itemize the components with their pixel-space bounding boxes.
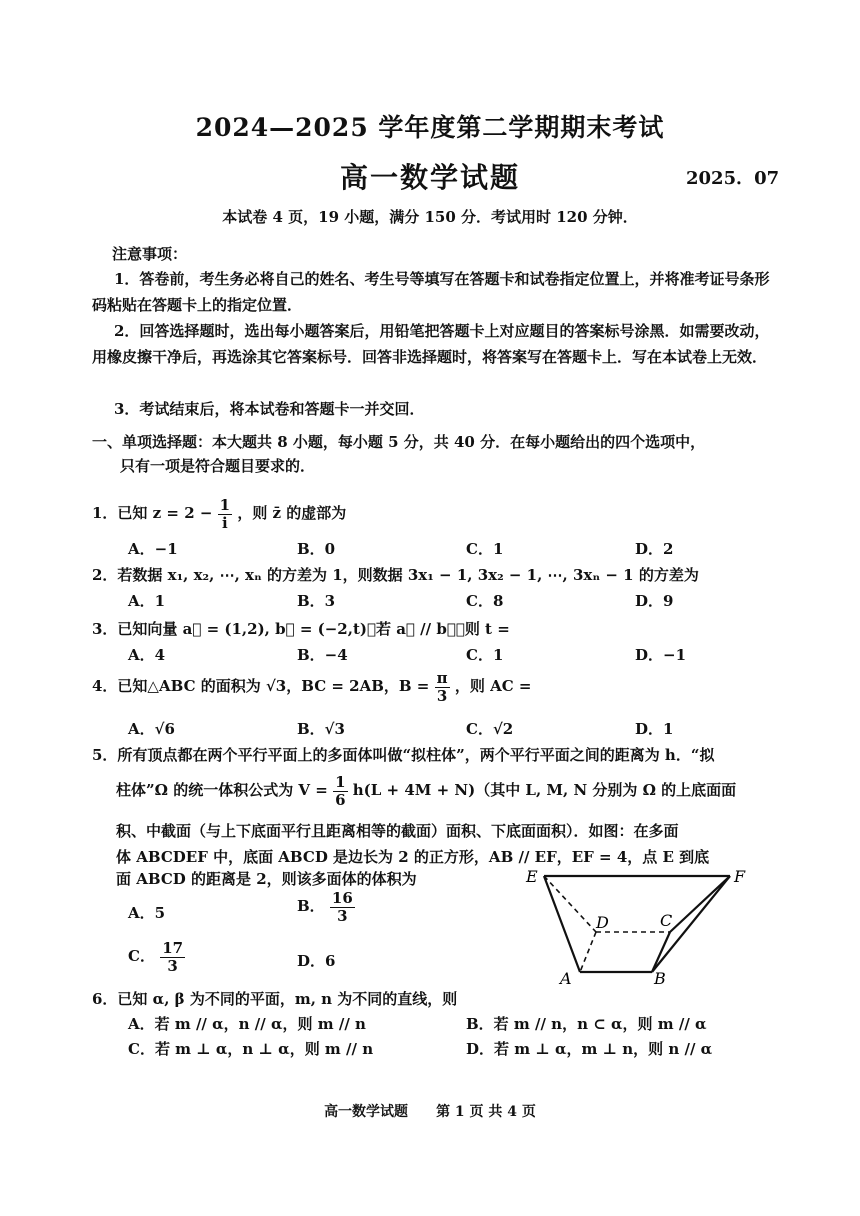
edge-ed (544, 876, 596, 932)
q4-option-b: B．√3 (297, 720, 345, 738)
vertex-label-c: C (660, 911, 673, 930)
exam-title: 2024—2025 学年度第二学期期末考试 (195, 113, 665, 142)
question-5-line3: 积、中截面（与上下底面平行且距离相等的截面）面积、下底面面积）．如图：在多面 (116, 822, 679, 840)
question-5-den: 6 (335, 790, 346, 809)
edge-cf (670, 876, 730, 932)
q2-option-d: D．9 (635, 592, 674, 610)
q3-option-c: C．1 (466, 646, 504, 664)
question-1-num: 1 (219, 496, 231, 514)
q5-option-c-fraction (160, 940, 185, 974)
question-4-den: 3 (436, 686, 448, 705)
q3-option-a: A．4 (128, 646, 166, 664)
q5-option-b-num: 16 (331, 889, 353, 907)
vertex-label-d: D (596, 913, 609, 932)
exam-date: 2025．07 (686, 168, 780, 189)
question-5-line1: 5．所有顶点都在两个平行平面上的多面体叫做“拟柱体”，两个平行平面之间的距离为 h．“拟 (92, 746, 715, 764)
question-4-num: π (436, 669, 448, 687)
section-heading (92, 430, 772, 478)
exam-subtitle: 高一数学试题 (339, 161, 520, 194)
q5-option-b-label: B． (297, 897, 325, 915)
q5-option-c-den: 3 (167, 956, 178, 975)
q5-option-a: A．5 (128, 904, 166, 922)
vertex-label-f: F (734, 867, 746, 886)
exam-info: 本试卷 4 页，19 小题，满分 150 分．考试用时 120 分钟． (222, 208, 638, 226)
footer-title: 高一数学试题 (324, 1104, 409, 1120)
question-1-den: i (222, 513, 228, 532)
q5-option-b-fraction (330, 890, 355, 924)
q4-option-a: A．√6 (128, 720, 175, 738)
question-4-fraction (435, 670, 450, 704)
q2-option-b: B．3 (297, 592, 336, 610)
q6-option-a: A．若 m // α，n // α，则 m // n (128, 1015, 366, 1033)
vertex-label-e: E (526, 867, 538, 886)
q4-option-d: D．1 (635, 720, 674, 738)
question-1-post: ，则 z̄ 的虚部为 (237, 504, 347, 522)
question-5-line2-post: h(L + 4M + N)（其中 L, M, N 分别为 Ω 的上底面面 (352, 781, 737, 799)
q5-option-c-num: 17 (162, 939, 184, 957)
question-4-stem (92, 670, 531, 704)
q6-option-b: B．若 m // n，n ⊂ α，则 m // α (466, 1015, 707, 1033)
question-1-pre: 1．已知 z = 2 − (92, 504, 213, 522)
vertex-label-a: A (560, 969, 572, 986)
q5-option-d: D．6 (297, 952, 336, 970)
question-4-post: ，则 AC = (454, 677, 532, 695)
note-item-2: 2．回答选择题时，选出每小题答案后，用铅笔把答题卡上对应题目的答案标号涂黑．如需要改动，用橡皮擦干净后，再选涂其它答案标号．回答非选择题时，将答案写在答题卡上．写在本试卷上无效． (92, 322, 770, 366)
question-5-line2-pre: 柱体”Ω 的统一体积公式为 V = (116, 781, 328, 799)
question-5-num: 1 (335, 773, 346, 791)
q4-option-c: C．√2 (466, 720, 514, 738)
q2-option-c: C．8 (466, 592, 504, 610)
question-5-line5: 面 ABCD 的距离是 2，则该多面体的体积为 (116, 870, 417, 888)
page-footer (0, 1101, 860, 1121)
polyhedron-figure (520, 862, 760, 986)
question-5-line4: 体 ABCDEF 中，底面 ABCD 是边长为 2 的正方形，AB // EF，EF = 4，点 E 到底 (116, 848, 710, 866)
question-5-line2 (116, 774, 736, 808)
q3-option-b: B．−4 (297, 646, 348, 664)
q5-option-c (128, 940, 185, 974)
vertex-label-b: B (654, 969, 666, 986)
q3-option-d: D．−1 (635, 646, 687, 664)
edge-da (580, 932, 596, 972)
q5-option-b-den: 3 (337, 906, 348, 925)
note-item-3: 3．考试结束后，将本试卷和答题卡一并交回． (114, 400, 425, 418)
question-1-fraction (218, 497, 232, 531)
footer-page-number: 第 1 页 共 4 页 (436, 1104, 536, 1120)
q5-option-c-label: C． (128, 947, 155, 965)
question-2-stem: 2．若数据 x₁, x₂, ⋯, xₙ 的方差为 1，则数据 3x₁ − 1, 3x₂ − 1, ⋯, 3xₙ − 1 的方差为 (92, 566, 699, 584)
question-6-stem: 6．已知 α, β 为不同的平面，m, n 为不同的直线，则 (92, 990, 458, 1008)
edge-ea (544, 876, 580, 972)
question-3-stem: 3．已知向量 a⃗ = (1,2), b⃗ = (−2,t)，若 a⃗ // b⃗，则 t = (92, 620, 510, 638)
question-4-pre: 4．已知△ABC 的面积为 √3，BC = 2AB，B = (92, 677, 430, 695)
q1-option-b: B．0 (297, 540, 336, 558)
q6-option-d: D．若 m ⊥ α，m ⊥ n，则 n // α (466, 1040, 713, 1058)
q2-option-a: A．1 (128, 592, 166, 610)
q1-option-c: C．1 (466, 540, 504, 558)
q1-option-a: A．−1 (128, 540, 178, 558)
q1-option-d: D．2 (635, 540, 674, 558)
q5-option-b (297, 890, 355, 924)
q6-option-c: C．若 m ⊥ α，n ⊥ α，则 m // n (128, 1040, 374, 1058)
question-5-fraction (333, 774, 347, 808)
notes-title: 注意事项： (112, 245, 188, 263)
section-heading-line2: 只有一项是符合题目要求的． (120, 457, 316, 475)
note-item-1: 1．答卷前，考生务必将自己的姓名、考生号等填写在答题卡和试卷指定位置上，并将准考证号条形码粘贴在答题卡上的指定位置． (92, 270, 770, 314)
question-1-stem (92, 497, 346, 531)
section-heading-line1: 一、单项选择题：本大题共 8 小题，每小题 5 分，共 40 分．在每小题给出的四个选项中， (92, 433, 706, 451)
